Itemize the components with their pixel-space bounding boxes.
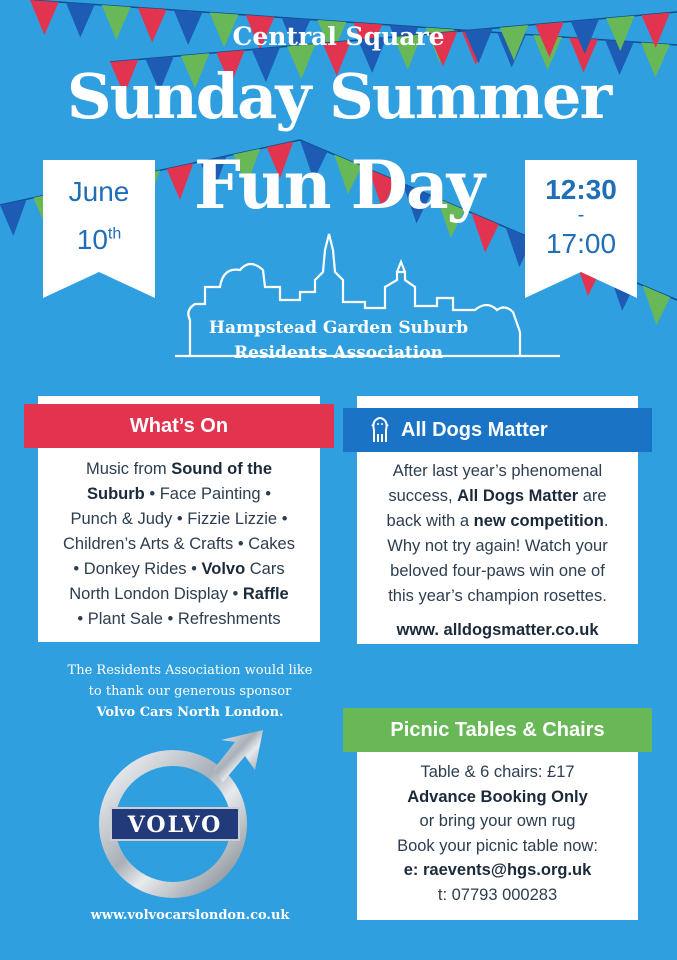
date-flag [43, 160, 155, 298]
text-segment: Raffle [242, 585, 289, 603]
text-segment: Cars [245, 560, 285, 578]
whats-on-list [40, 457, 318, 632]
picnic-banner [343, 708, 652, 752]
text-segment: After last year’s phenomenal [392, 462, 603, 480]
text-segment: • Face Painting • [144, 485, 271, 503]
dogs-heading: All Dogs Matter [401, 418, 548, 441]
whats-on-banner [24, 404, 334, 448]
text-segment: Book your picnic table now: [397, 836, 598, 855]
picnic-heading: Picnic Tables & Chairs [390, 718, 605, 741]
date-day-suffix: th [107, 225, 122, 243]
text-segment: Children’s Arts & Crafts • Cakes [63, 535, 295, 553]
text-segment: . [603, 512, 609, 530]
text-line [359, 883, 636, 908]
time-end: 17:00 [545, 228, 617, 259]
text-line [40, 532, 318, 557]
text-line [40, 457, 318, 482]
text-segment: back with a [386, 512, 474, 530]
text-segment: are [578, 487, 607, 505]
whats-on-heading: What’s On [129, 414, 229, 437]
text-segment: e: raevents@hgs.org.uk [403, 861, 592, 879]
picnic-details [359, 760, 636, 907]
text-line [359, 809, 636, 834]
time-start: 12:30 [545, 174, 617, 205]
text-line [40, 582, 318, 607]
text-segment: Suburb [87, 485, 145, 503]
text-line [359, 459, 636, 484]
date-day [43, 224, 155, 256]
text-line [40, 507, 318, 532]
text-line [359, 834, 636, 859]
text-line [359, 484, 636, 509]
text-segment: North London Display • [69, 585, 243, 603]
thanks-line-1: The Residents Association would like [67, 663, 313, 678]
text-segment: Why not try again! Watch your [387, 537, 608, 555]
date-month: June [68, 176, 130, 207]
text-line [359, 584, 636, 609]
text-segment: new competition [473, 512, 604, 530]
text-segment: Table & 6 chairs: £17 [420, 763, 575, 781]
text-segment: beloved four-paws win one of [390, 562, 605, 580]
text-segment: Advance Booking Only [407, 787, 588, 806]
text-line [359, 509, 636, 534]
dogs-description [359, 459, 636, 609]
organiser-line-2: Residents Association [234, 343, 443, 363]
text-segment: Punch & Judy • Fizzie Lizzie • [70, 510, 288, 528]
text-line [359, 559, 636, 584]
text-segment: t: 07793 000283 [437, 885, 558, 904]
dogs-website: www. alldogsmatter.co.uk [396, 621, 599, 639]
text-segment: • Donkey Rides • [73, 560, 202, 578]
text-segment: Music from [85, 460, 172, 478]
venue-label: Central Square [232, 22, 445, 51]
time-separator: - [577, 204, 585, 226]
date-day-number: 10 [76, 224, 108, 255]
thanks-line-2: to thank our generous sponsor [88, 684, 292, 699]
sponsor-website: www.volvocarslondon.co.uk [90, 908, 290, 923]
organiser-line-1: Hampstead Garden Suburb [208, 318, 469, 338]
text-line [40, 557, 318, 582]
text-segment: or bring your own rug [419, 812, 576, 830]
text-line [359, 534, 636, 559]
title-line-2: Fun Day [194, 146, 483, 224]
text-segment: All Dogs Matter [457, 487, 579, 505]
volvo-wordmark: VOLVO [127, 812, 223, 838]
title-line-1: Sunday Summer [66, 60, 611, 133]
text-segment: Sound of the [171, 460, 273, 478]
sponsor-thanks [30, 660, 350, 723]
text-line [40, 482, 318, 507]
text-line [359, 785, 636, 810]
text-line [359, 760, 636, 785]
text-line [359, 858, 636, 883]
dog-icon [369, 416, 391, 444]
dogs-banner [343, 408, 652, 452]
volvo-logo [95, 726, 275, 906]
sponsor-name: Volvo Cars North London. [96, 705, 284, 720]
text-segment: success, [388, 487, 458, 505]
text-line [40, 607, 318, 632]
text-segment: • Plant Sale • Refreshments [77, 610, 281, 628]
text-segment: Volvo [201, 560, 246, 578]
text-segment: this year’s champion rosettes. [388, 587, 607, 605]
